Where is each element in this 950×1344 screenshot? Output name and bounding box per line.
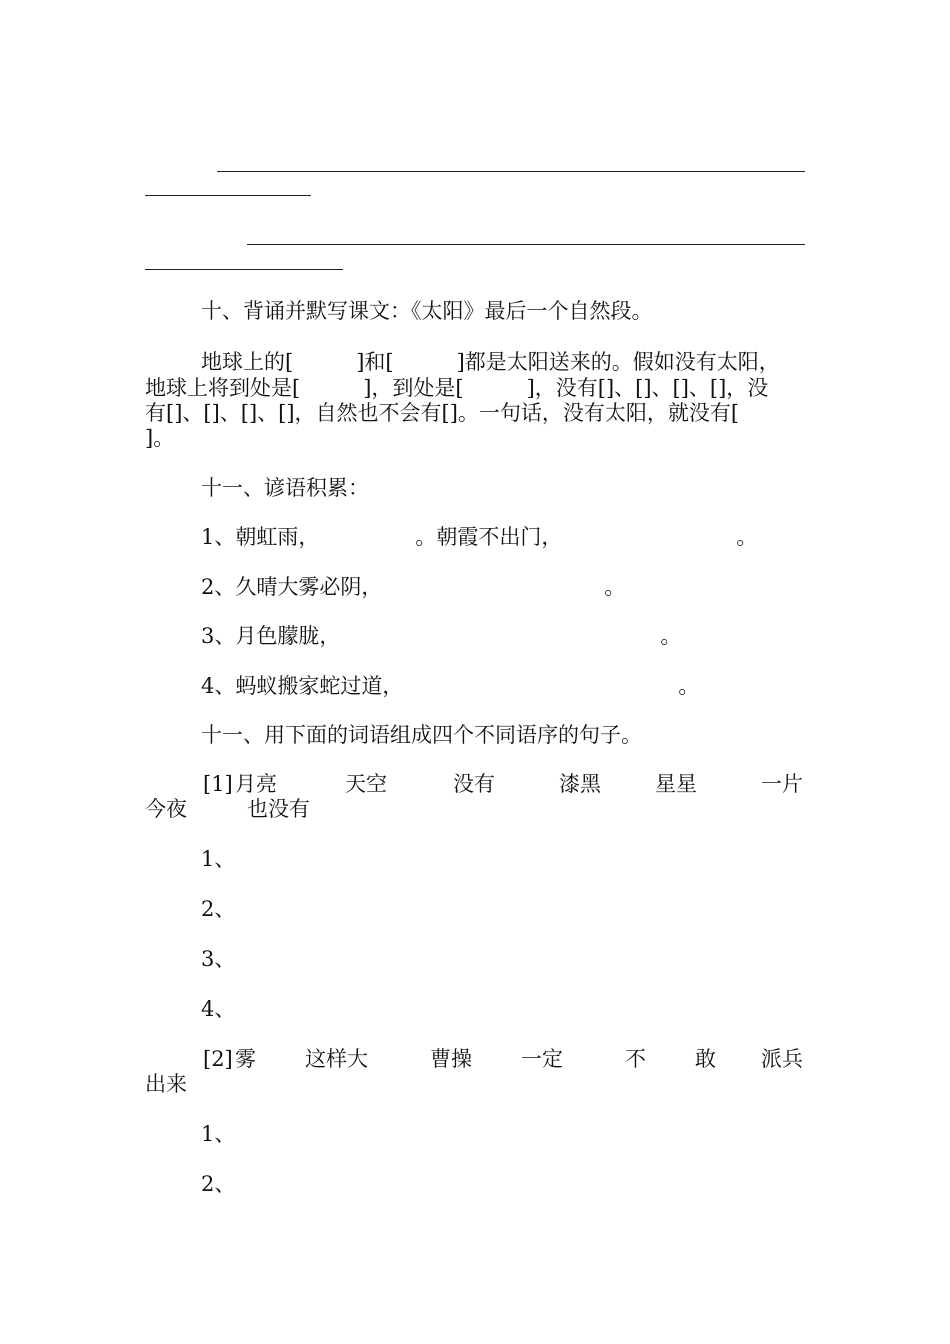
word: 星星 — [655, 772, 697, 796]
word: 天空 — [345, 772, 387, 796]
word: 一片 — [761, 772, 803, 796]
section-heading: 十一、用下面的词语组成四个不同语序的句子。 — [201, 723, 642, 747]
answer-number: 2、 — [201, 1172, 236, 1196]
answer-line — [145, 269, 343, 270]
recitation-line: 有[]、[]、[]、[]，自然也不会有[]。一句话，没有太阳，就没有[ — [145, 401, 740, 425]
word: 敢 — [695, 1047, 716, 1071]
word: 没有 — [453, 772, 495, 796]
section-heading: 十、背诵并默写课文：《太阳》最后一个自然段。 — [201, 299, 653, 323]
word: 派兵 — [761, 1047, 803, 1071]
proverb-text: 4、蚂蚁搬家蛇过道， — [201, 674, 404, 698]
word: 一定 — [521, 1047, 563, 1071]
answer-number: 2、 — [201, 897, 236, 921]
document-page — [145, 0, 805, 1344]
group-label: [2] — [203, 1047, 233, 1071]
word: 这样大 — [305, 1047, 368, 1071]
word: 漆黑 — [559, 772, 601, 796]
proverb-text: 2、久晴大雾必阴， — [201, 575, 383, 599]
word: 不 — [625, 1047, 646, 1071]
proverb-text: 。 — [736, 525, 758, 549]
answer-number: 1、 — [201, 847, 236, 871]
section-heading: 十一、谚语积累： — [201, 476, 369, 500]
word: 今夜 — [145, 797, 187, 821]
answer-line — [145, 195, 311, 196]
proverb-text: 。朝霞不出门， — [415, 525, 563, 549]
word: 也没有 — [247, 797, 310, 821]
word: 月亮 — [235, 772, 277, 796]
answer-line — [217, 171, 805, 172]
answer-number: 3、 — [201, 947, 236, 971]
proverb-item — [145, 574, 625, 600]
recitation-line: 地球上的[ ]和[ ]都是太阳送来的。假如没有太阳， — [201, 350, 780, 374]
word-row — [145, 1071, 805, 1097]
proverb-item — [145, 524, 757, 550]
proverb-item — [145, 623, 681, 649]
answer-number: 1、 — [201, 1122, 236, 1146]
proverb-text: 3、月色朦胧， — [201, 624, 341, 648]
recitation-line: ]。 — [145, 426, 175, 450]
word-row — [145, 771, 805, 797]
word-row — [145, 796, 805, 822]
recitation-line: 地球上将到处是[ ]，到处是[ ]，没有[]、[]、[]、[]，没 — [145, 376, 769, 400]
answer-line — [247, 244, 805, 245]
proverb-text: 1、朝虹雨， — [201, 525, 320, 549]
proverb-item — [145, 673, 699, 699]
answer-number: 4、 — [201, 997, 236, 1021]
word-row — [145, 1046, 805, 1072]
word: 曹操 — [430, 1047, 472, 1071]
proverb-text: 。 — [678, 674, 700, 698]
word: 出来 — [145, 1072, 187, 1096]
group-label: [1] — [203, 772, 233, 796]
proverb-text: 。 — [604, 575, 626, 599]
word: 雾 — [235, 1047, 256, 1071]
proverb-text: 。 — [660, 624, 682, 648]
